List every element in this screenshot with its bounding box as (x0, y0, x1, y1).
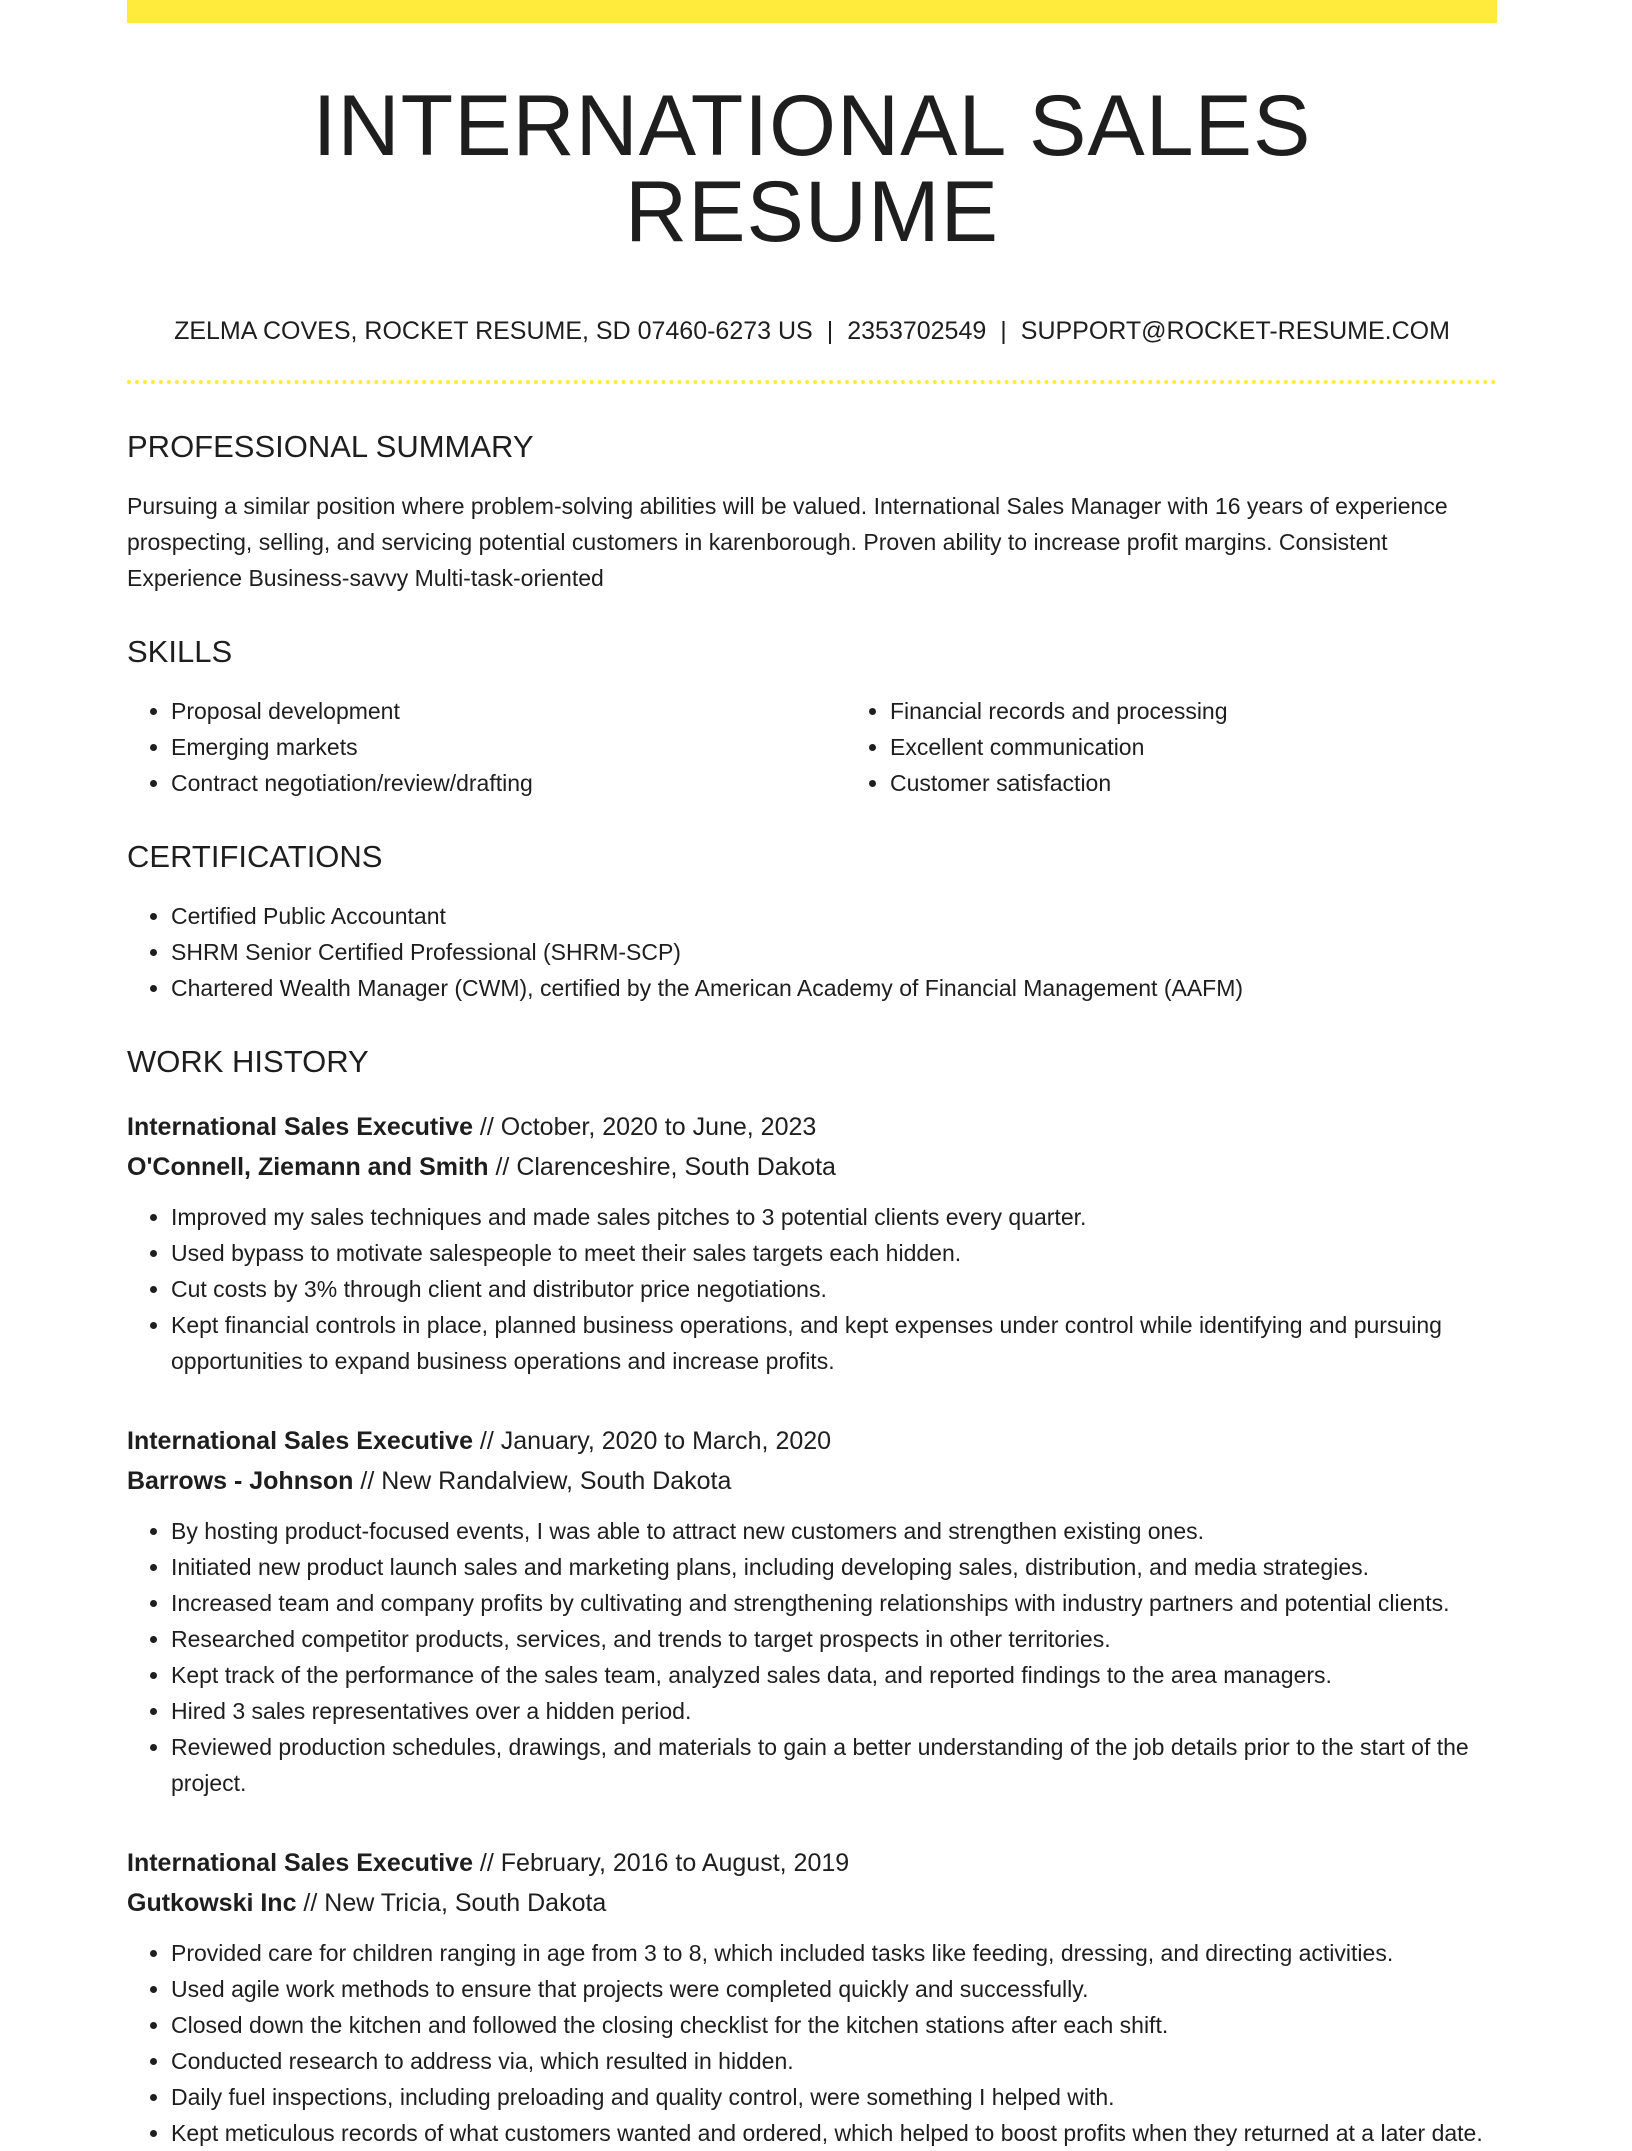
job-bullet: • Provided care for children ranging in age from 3 to 8, which included tasks like feeding, dressing, and directing activities. (171, 1935, 1497, 1971)
job-bullet: • Reviewed production schedules, drawings, and materials to gain a better understanding of the job details prior to the start of the project. (171, 1729, 1497, 1801)
job-entry (127, 1421, 1497, 1801)
skills-heading: SKILLS (127, 634, 233, 669)
skill-item: • Contract negotiation/review/drafting (171, 765, 846, 801)
resume-title: INTERNATIONAL SALES RESUME (312, 78, 1312, 260)
job-bullet: • Kept financial controls in place, planned business operations, and kept expenses under control while identifying and pursuing opportunities to expand business operations and increase profits. (171, 1307, 1497, 1379)
job-bullet: • Conducted research to address via, which resulted in hidden. (171, 2043, 1497, 2079)
summary-section (127, 431, 1497, 596)
job-company: Barrows - Johnson (127, 1467, 354, 1495)
work-history-heading: WORK HISTORY (127, 1044, 369, 1079)
job-bullet: • Cut costs by 3% through client and distributor price negotiations. (171, 1271, 1497, 1307)
skill-item: • Proposal development (171, 693, 846, 729)
skill-item: • Financial records and processing (890, 693, 1565, 729)
job-dates: // October, 2020 to June, 2023 (472, 1113, 817, 1141)
summary-text: Pursuing a similar position where problem-solving abilities will be valued. International Sales Manager with 16 years of experience prospecting, selling, and servicing potential customers in karenborough. Proven ability to increase profit margins. Consistent Experience Business-savvy Multi-task-oriented (127, 493, 1448, 591)
skill-item: • Excellent communication (890, 729, 1565, 765)
contact-address: ZELMA COVES, ROCKET RESUME, SD 07460-6273 US (174, 317, 813, 345)
job-company-line (127, 1461, 1497, 1501)
job-dates: // January, 2020 to March, 2020 (472, 1427, 832, 1455)
contact-phone: 2353702549 (847, 317, 987, 345)
job-location: // New Randalview, South Dakota (353, 1467, 732, 1495)
certifications-section (127, 841, 1497, 1006)
job-bullet: • Initiated new product launch sales and marketing plans, including developing sales, distribution, and media strategies. (171, 1549, 1497, 1585)
job-entry (127, 1107, 1497, 1379)
job-bullet: • Closed down the kitchen and followed the closing checklist for the kitchen stations after each shift. (171, 2007, 1497, 2043)
contact-separator: | (826, 317, 834, 345)
skill-item: • Emerging markets (171, 729, 846, 765)
job-location: // New Tricia, South Dakota (296, 1889, 607, 1917)
job-title-line (127, 1843, 1497, 1883)
job-bullet: • Kept track of the performance of the sales team, analyzed sales data, and reported findings to the area managers. (171, 1657, 1497, 1693)
job-bullets (127, 1513, 1497, 1801)
job-title-line (127, 1421, 1497, 1461)
skills-left-list (127, 693, 846, 801)
job-company-line (127, 1883, 1497, 1923)
job-location: // Clarenceshire, South Dakota (488, 1153, 836, 1181)
certification-item: • SHRM Senior Certified Professional (SHRM-SCP) (171, 934, 1497, 970)
job-bullets (127, 1935, 1497, 2151)
work-history-section (127, 1046, 1497, 2151)
accent-top-bar (127, 0, 1497, 23)
job-title: International Sales Executive (127, 1427, 473, 1455)
skills-right-list (846, 693, 1565, 801)
job-bullet: • Kept meticulous records of what customers wanted and ordered, which helped to boost profits when they returned at a later date. (171, 2115, 1497, 2151)
skills-section (127, 636, 1497, 801)
job-bullet: • Used bypass to motivate salespeople to meet their sales targets each hidden. (171, 1235, 1497, 1271)
job-title-line (127, 1107, 1497, 1147)
job-entry (127, 1843, 1497, 2151)
certifications-list (127, 898, 1497, 1006)
job-bullet: • Daily fuel inspections, including preloading and quality control, were something I helped with. (171, 2079, 1497, 2115)
job-bullet: • Hired 3 sales representatives over a hidden period. (171, 1693, 1497, 1729)
skills-columns (127, 693, 1497, 801)
job-company-line (127, 1147, 1497, 1187)
contact-email: SUPPORT@ROCKET-RESUME.COM (1020, 317, 1450, 345)
job-bullet: • Researched competitor products, services, and trends to target prospects in other territories. (171, 1621, 1497, 1657)
resume-page (127, 0, 1497, 2151)
job-bullet: • Improved my sales techniques and made sales pitches to 3 potential clients every quarter. (171, 1199, 1497, 1235)
job-dates: // February, 2016 to August, 2019 (472, 1849, 850, 1877)
certifications-heading: CERTIFICATIONS (127, 839, 383, 874)
job-bullet: • By hosting product-focused events, I was able to attract new customers and strengthen existing ones. (171, 1513, 1497, 1549)
contact-line (127, 319, 1497, 344)
job-company: O'Connell, Ziemann and Smith (127, 1153, 489, 1181)
job-bullet: • Used agile work methods to ensure that projects were completed quickly and successfully. (171, 1971, 1497, 2007)
job-company: Gutkowski Inc (127, 1889, 297, 1917)
job-bullet: • Increased team and company profits by cultivating and strengthening relationships with industry partners and potential clients. (171, 1585, 1497, 1621)
dotted-divider (127, 380, 1497, 384)
certification-item: • Chartered Wealth Manager (CWM), certified by the American Academy of Financial Management (AAFM) (171, 970, 1497, 1006)
skill-item: • Customer satisfaction (890, 765, 1565, 801)
job-title: International Sales Executive (127, 1849, 473, 1877)
certification-item: • Certified Public Accountant (171, 898, 1497, 934)
contact-separator: | (1000, 317, 1007, 345)
job-title: International Sales Executive (127, 1113, 473, 1141)
job-bullets (127, 1199, 1497, 1379)
summary-heading: PROFESSIONAL SUMMARY (127, 429, 534, 464)
